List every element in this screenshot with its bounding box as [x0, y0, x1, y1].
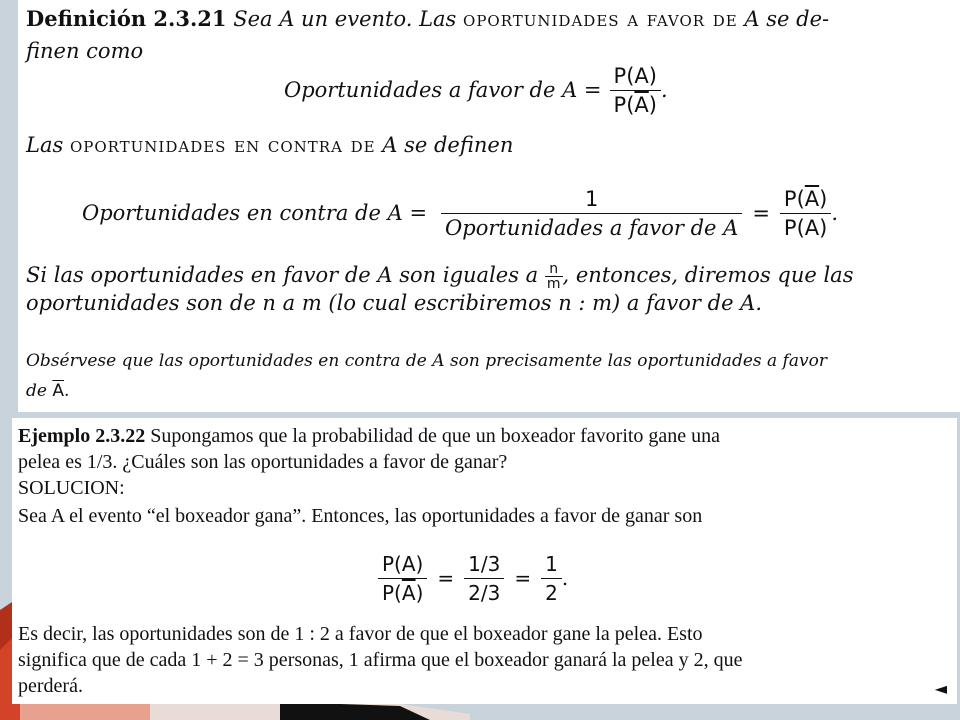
example-line-2: pelea es 1/3. ¿Cuáles son las oportunidades a favor de ganar? — [18, 451, 508, 473]
fraction: $\frac{P(\overline{A})}{P(A)}$ — [780, 187, 831, 240]
paragraph-line-1: Si las oportunidades en favor de A son iguales a $\frac{n}{m}$ , entonces, diremos que las — [26, 261, 854, 292]
note-line-2: de $\overline{A}$. — [26, 381, 70, 401]
definition-panel — [18, 0, 960, 412]
example-heading: Ejemplo 2.3.22 — [18, 425, 146, 447]
fraction: $\frac{1/3}{2/3}$ — [464, 552, 504, 605]
example-line-7: perderá. — [18, 675, 83, 697]
equation-lhs: Oportunidades a favor de A = — [284, 78, 602, 102]
fraction: $\frac{1}{2}$ — [541, 552, 562, 605]
definition-text: A se de- — [744, 7, 830, 31]
example-line-1: Ejemplo 2.3.22 Supongamos que la probabilidad de que un boxeador favorito gane una — [18, 425, 721, 447]
equation-favor: Oportunidades a favor de A = $\frac{P(A)}{P(\overline{A})}$ . — [284, 63, 668, 117]
example-line-5: Es decir, las oportunidades son de 1 : 2 a favor de que el boxeador gane la pelea. Esto — [18, 623, 703, 645]
definition-line-2: finen como — [26, 39, 144, 63]
example-line-4: Sea A el evento “el boxeador gana”. Entonces, las oportunidades a favor de ganar son — [18, 505, 703, 527]
example-line-6: significa que de cada 1 + 2 = 3 personas, 1 afirma que el boxeador ganará la pelea y 2, que — [18, 649, 743, 671]
equation-lhs: Oportunidades en contra de A = — [82, 201, 428, 225]
solution-label: SOLUCION: — [18, 477, 125, 499]
back-arrow-icon[interactable]: ◄ — [934, 679, 947, 698]
fraction: $\frac{P(A)}{P(\overline{A})}$ — [610, 64, 661, 117]
fraction: $\frac{P(A)}{P(\overline{A})}$ — [378, 552, 427, 605]
example-panel — [12, 418, 957, 704]
fraction-n-over-m: $\frac{n}{m}$ — [546, 261, 561, 292]
equation-contra: Oportunidades en contra de A = $\frac{1}{\text{Oportunidades a favor de A}}$ = $\frac{P(\overline{A})}{P(A)}$ . — [82, 186, 839, 240]
definition-line-1 — [26, 6, 829, 32]
note-line-1: Obsérvese que las oportunidades en contra de A son precisamente las oportunidades a favor — [26, 351, 827, 371]
definition-text: Sea A un evento. Las — [233, 7, 457, 31]
paragraph-line-2: oportunidades son de n a m (lo cual escribiremos n : m) a favor de A. — [26, 291, 763, 315]
fraction: $\frac{1}{\text{Oportunidades a favor de A}}$ — [441, 187, 742, 240]
definition-smallcaps: oportunidades a favor de — [463, 7, 738, 31]
definition-heading: Definición 2.3.21 — [26, 6, 227, 31]
contra-definition-line: Las oportunidades en contra de A se definen — [26, 133, 514, 157]
example-equation: $\frac{P(A)}{P(\overline{A})}$ = $\frac{1/3}{2/3}$ = $\frac{1}{2}$ . — [378, 546, 568, 610]
